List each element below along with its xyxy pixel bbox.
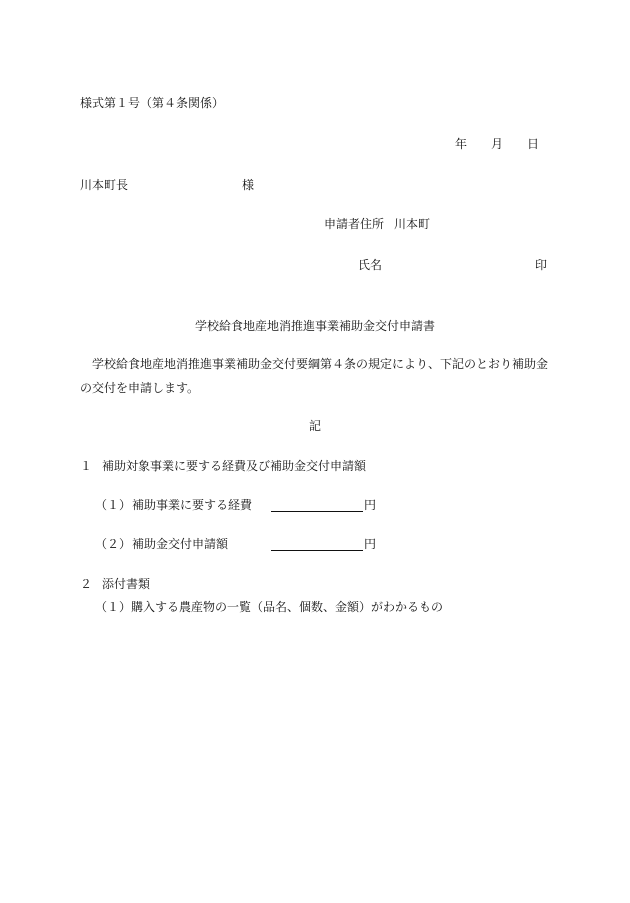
- section1-number: １: [80, 459, 93, 473]
- date-year-label: 年: [455, 137, 468, 151]
- document-title: 学校給食地産地消推進事業補助金交付申請書: [194, 319, 435, 333]
- body-paragraph: 学校給食地産地消推進事業補助金交付要綱第４条の規定により、下記のとおり補助金の交付を申請します。: [80, 357, 549, 395]
- section1-item2-unit: 円: [364, 537, 377, 551]
- seal-mark: 印: [535, 258, 548, 272]
- section1-item2-number: （２）: [95, 537, 132, 551]
- section2-item: （１）購入する農産物の一覧（品名、個数、金額）がわかるもの: [95, 600, 444, 614]
- applicant-name-label: 氏名: [358, 258, 383, 272]
- date-day-label: 日: [527, 137, 540, 151]
- section1-item2-label: 補助金交付申請額: [132, 537, 229, 551]
- section1-item1-number: （１）: [95, 498, 132, 512]
- date-month-label: 月: [491, 137, 504, 151]
- item1-amount-field[interactable]: [271, 497, 363, 512]
- applicant-address-label: 申請者住所: [324, 217, 385, 231]
- addressee-honorific: 様: [242, 178, 255, 192]
- form-number-label: 様式第１号（第４条関係）: [80, 96, 225, 110]
- ki-label: 記: [309, 419, 322, 433]
- addressee-name: 川本町長: [80, 178, 129, 192]
- section2-heading: 添付書類: [102, 577, 151, 591]
- applicant-address-value: 川本町: [394, 217, 431, 231]
- section1-heading: 補助対象事業に要する経費及び補助金交付申請額: [102, 459, 367, 473]
- item2-amount-field[interactable]: [271, 536, 363, 551]
- section2-number: ２: [80, 577, 93, 591]
- section1-item1-unit: 円: [364, 498, 377, 512]
- section1-item1-label: 補助事業に要する経費: [132, 498, 253, 512]
